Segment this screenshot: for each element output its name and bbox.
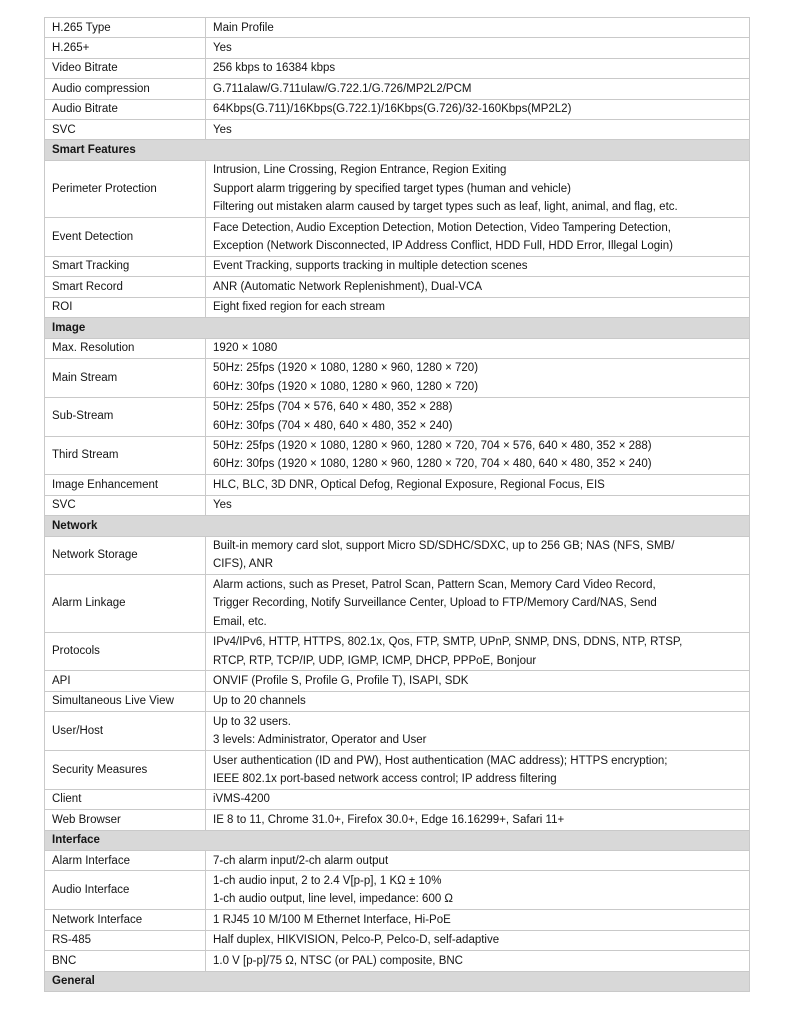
spec-row	[45, 495, 750, 515]
spec-row	[45, 397, 750, 436]
spec-value	[206, 810, 750, 830]
spec-label: Alarm Interface	[45, 851, 206, 871]
spec-label: Main Stream	[45, 358, 206, 397]
spec-value	[206, 751, 750, 790]
spec-row	[45, 38, 750, 58]
spec-label: Smart Tracking	[45, 256, 206, 276]
spec-value-line: Eight fixed region for each stream	[213, 301, 385, 314]
spec-label: Client	[45, 789, 206, 809]
spec-value	[206, 691, 750, 711]
spec-value-line: User authentication (ID and PW), Host authentication (MAC address); HTTPS encryption;	[213, 754, 668, 767]
spec-value	[206, 397, 750, 436]
spec-value-line: 50Hz: 25fps (1920 × 1080, 1280 × 960, 1280 × 720)	[213, 362, 479, 375]
spec-value-line: Up to 20 channels	[213, 695, 306, 708]
spec-label: Alarm Linkage	[45, 575, 206, 632]
spec-value-line: 7-ch alarm input/2-ch alarm output	[213, 854, 389, 867]
spec-value	[206, 951, 750, 971]
section-header-row	[45, 318, 750, 338]
spec-value-line: Trigger Recording, Notify Surveillance Center, Upload to FTP/Memory Card/NAS, Send	[213, 597, 657, 610]
spec-row	[45, 99, 750, 119]
spec-value-line: IPv4/IPv6, HTTP, HTTPS, 802.1x, Qos, FTP, SMTP, UPnP, SNMP, DNS, DDNS, NTP, RTSP,	[213, 636, 683, 649]
spec-value	[206, 575, 750, 632]
spec-label: Third Stream	[45, 436, 206, 475]
spec-value-line: 1920 × 1080	[213, 342, 278, 354]
spec-value-line: Intrusion, Line Crossing, Region Entrance, Region Exiting	[213, 164, 507, 177]
spec-row	[45, 712, 750, 751]
spec-value	[206, 871, 750, 910]
spec-value-line: Event Tracking, supports tracking in multiple detection scenes	[213, 260, 528, 273]
spec-row	[45, 691, 750, 711]
spec-label: Audio Bitrate	[45, 99, 206, 119]
spec-value	[206, 277, 750, 297]
spec-row	[45, 338, 750, 358]
spec-label: H.265+	[45, 38, 206, 58]
spec-label: User/Host	[45, 712, 206, 751]
spec-value	[206, 712, 750, 751]
spec-value-line: Support alarm triggering by specified target types (human and vehicle)	[213, 182, 571, 195]
section-header-row	[45, 830, 750, 850]
spec-value-line: Half duplex, HIKVISION, Pelco-P, Pelco-D, self-adaptive	[213, 934, 500, 947]
spec-value	[206, 256, 750, 276]
spec-value	[206, 38, 750, 58]
spec-row	[45, 536, 750, 575]
spec-value	[206, 58, 750, 78]
spec-table	[44, 17, 750, 992]
spec-label: Network Storage	[45, 536, 206, 575]
spec-row	[45, 751, 750, 790]
spec-value-line: 64Kbps(G.711)/16Kbps(G.722.1)/16Kbps(G.726)/32-160Kbps(MP2L2)	[213, 103, 572, 116]
spec-label: Network Interface	[45, 910, 206, 930]
spec-value-line: Up to 32 users.	[213, 715, 291, 728]
spec-label: Smart Record	[45, 277, 206, 297]
spec-row	[45, 910, 750, 930]
spec-value-line: ANR (Automatic Network Replenishment), Dual-VCA	[213, 280, 483, 293]
spec-row	[45, 575, 750, 632]
spec-value-line: ONVIF (Profile S, Profile G, Profile T), ISAPI, SDK	[213, 674, 469, 687]
spec-value	[206, 930, 750, 950]
spec-row	[45, 851, 750, 871]
spec-row	[45, 930, 750, 950]
spec-value	[206, 358, 750, 397]
section-title: Network	[45, 516, 750, 536]
spec-row	[45, 160, 750, 217]
spec-value-line: 3 levels: Administrator, Operator and User	[213, 734, 427, 747]
spec-value	[206, 120, 750, 140]
section-header-row	[45, 516, 750, 536]
spec-value-line: Yes	[213, 41, 232, 54]
spec-table-rows	[45, 18, 750, 992]
spec-value-line: 1.0 V [p-p]/75 Ω, NTSC (or PAL) composite, BNC	[213, 954, 463, 967]
spec-label: BNC	[45, 951, 206, 971]
spec-value	[206, 338, 750, 358]
spec-value	[206, 297, 750, 317]
spec-value	[206, 910, 750, 930]
spec-value	[206, 79, 750, 99]
spec-value	[206, 160, 750, 217]
spec-value	[206, 18, 750, 38]
spec-value	[206, 99, 750, 119]
spec-value-line: Email, etc.	[213, 615, 267, 628]
spec-value	[206, 536, 750, 575]
spec-row	[45, 79, 750, 99]
spec-value-line: 50Hz: 25fps (1920 × 1080, 1280 × 960, 1280 × 720, 704 × 576, 640 × 480, 352 × 288)	[213, 440, 652, 453]
spec-value-line: Alarm actions, such as Preset, Patrol Scan, Pattern Scan, Memory Card Video Record,	[213, 578, 656, 591]
section-title: Interface	[45, 830, 750, 850]
section-title: Image	[45, 318, 750, 338]
spec-label: Security Measures	[45, 751, 206, 790]
spec-label: SVC	[45, 495, 206, 515]
spec-value-line: G.711alaw/G.711ulaw/G.722.1/G.726/MP2L2/PCM	[213, 82, 472, 95]
spec-row	[45, 277, 750, 297]
spec-value-line: Face Detection, Audio Exception Detection, Motion Detection, Video Tampering Detection,	[213, 221, 671, 234]
spec-value-line: HLC, BLC, 3D DNR, Optical Defog, Regional Exposure, Regional Focus, EIS	[213, 478, 605, 491]
spec-value-line: Built-in memory card slot, support Micro SD/SDHC/SDXC, up to 256 GB; NAS (NFS, SMB/	[213, 540, 675, 553]
spec-value	[206, 475, 750, 495]
spec-label: Perimeter Protection	[45, 160, 206, 217]
spec-label: Event Detection	[45, 218, 206, 257]
spec-value-line: 1 RJ45 10 M/100 M Ethernet Interface, Hi-PoE	[213, 913, 451, 926]
spec-value-line: Main Profile	[213, 21, 274, 34]
spec-value-line: IE 8 to 11, Chrome 31.0+, Firefox 30.0+, Edge 16.16299+, Safari 11+	[213, 813, 565, 826]
spec-label: H.265 Type	[45, 18, 206, 38]
spec-label: Web Browser	[45, 810, 206, 830]
spec-label: API	[45, 671, 206, 691]
spec-label: Audio compression	[45, 79, 206, 99]
spec-value	[206, 495, 750, 515]
spec-label: Image Enhancement	[45, 475, 206, 495]
spec-label: Video Bitrate	[45, 58, 206, 78]
spec-row	[45, 632, 750, 671]
spec-row	[45, 810, 750, 830]
spec-value-line: 60Hz: 30fps (1920 × 1080, 1280 × 960, 1280 × 720, 704 × 480, 640 × 480, 352 × 240)	[213, 458, 652, 471]
spec-label: Max. Resolution	[45, 338, 206, 358]
spec-row	[45, 218, 750, 257]
spec-value-line: 1-ch audio input, 2 to 2.4 V[p-p], 1 KΩ ± 10%	[213, 874, 442, 887]
spec-row	[45, 120, 750, 140]
spec-label: Audio Interface	[45, 871, 206, 910]
spec-value-line: 60Hz: 30fps (1920 × 1080, 1280 × 960, 1280 × 720)	[213, 380, 479, 393]
spec-label: Protocols	[45, 632, 206, 671]
spec-row	[45, 436, 750, 475]
spec-label: SVC	[45, 120, 206, 140]
spec-value-line: 1-ch audio output, line level, impedance: 600 Ω	[213, 893, 454, 906]
spec-row	[45, 871, 750, 910]
section-title: General	[45, 971, 750, 991]
section-header-row	[45, 140, 750, 160]
spec-row	[45, 951, 750, 971]
spec-value-line: 256 kbps to 16384 kbps	[213, 62, 336, 75]
section-header-row	[45, 971, 750, 991]
spec-value-line: Yes	[213, 499, 232, 512]
spec-value-line: Exception (Network Disconnected, IP Address Conflict, HDD Full, HDD Error, Illegal Login)	[213, 239, 673, 252]
spec-value-line: Yes	[213, 123, 232, 136]
spec-value-line: Filtering out mistaken alarm caused by target types such as leaf, light, animal, and flag, etc.	[213, 201, 678, 214]
spec-row	[45, 358, 750, 397]
spec-value	[206, 218, 750, 257]
spec-value-line: 60Hz: 30fps (704 × 480, 640 × 480, 352 × 240)	[213, 419, 453, 432]
spec-value	[206, 789, 750, 809]
spec-row	[45, 671, 750, 691]
spec-value-line: iVMS-4200	[213, 793, 270, 806]
spec-label: ROI	[45, 297, 206, 317]
spec-value-line: IEEE 802.1x port-based network access control; IP address filtering	[213, 772, 557, 785]
spec-row	[45, 58, 750, 78]
spec-value-line: RTCP, RTP, TCP/IP, UDP, IGMP, ICMP, DHCP, PPPoE, Bonjour	[213, 654, 537, 667]
spec-value	[206, 632, 750, 671]
spec-value	[206, 436, 750, 475]
spec-label: RS-485	[45, 930, 206, 950]
spec-row	[45, 789, 750, 809]
spec-value	[206, 851, 750, 871]
spec-row	[45, 475, 750, 495]
spec-row	[45, 297, 750, 317]
spec-value-line: CIFS), ANR	[213, 558, 274, 571]
spec-label: Simultaneous Live View	[45, 691, 206, 711]
section-title: Smart Features	[45, 140, 750, 160]
spec-row	[45, 256, 750, 276]
spec-row	[45, 18, 750, 38]
spec-value-line: 50Hz: 25fps (704 × 576, 640 × 480, 352 × 288)	[213, 401, 453, 414]
spec-label: Sub-Stream	[45, 397, 206, 436]
spec-value	[206, 671, 750, 691]
